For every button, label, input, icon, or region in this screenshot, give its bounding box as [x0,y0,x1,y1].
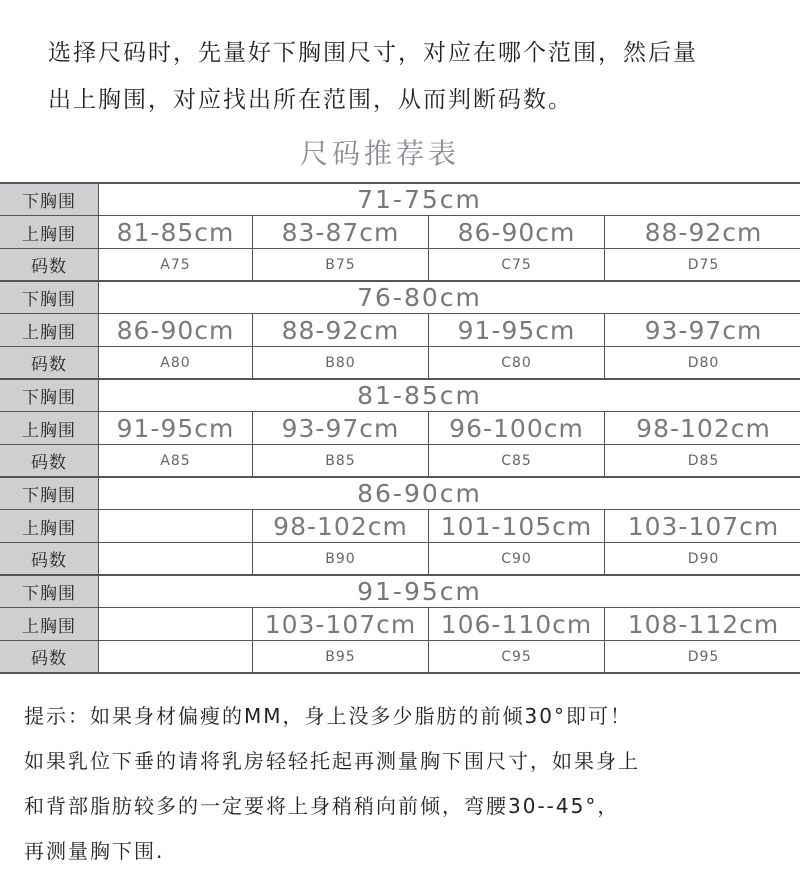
size-cell: A75 [99,249,253,280]
size-cell: B75 [253,249,429,280]
size-cell [99,543,253,574]
under-bust-range: 91-95cm [357,577,482,606]
row-label: 上胸围 [0,412,99,444]
size-cell: D85 [687,452,720,469]
measurement-notes [24,694,794,874]
over-bust-cell [99,510,253,542]
over-bust-cell [99,608,253,640]
over-bust-row [0,412,800,445]
size-cell: C80 [429,347,605,378]
over-bust-cell: 108-112cm [627,609,780,639]
size-cell: C75 [429,249,605,280]
intro-line-2: 出上胸围，对应找出所在范围，从而判断码数。 [48,87,573,113]
row-label: 下胸围 [0,478,99,509]
over-bust-cell: 106-110cm [429,608,605,640]
size-cell: B80 [253,347,429,378]
over-bust-row [0,314,800,347]
size-cell: B90 [253,543,429,574]
under-bust-row [0,478,800,510]
row-label: 下胸围 [0,282,99,313]
size-cell: D90 [687,550,720,567]
note-line-2: 如果乳位下垂的请将乳房轻轻托起再测量胸下围尺寸，如果身上 [24,749,640,773]
row-label: 码数 [0,445,99,476]
row-label: 码数 [0,249,99,280]
table-title: 尺码推荐表 [299,137,460,170]
size-cell: B95 [253,641,429,672]
size-cell [99,641,253,672]
note-line-1: 提示：如果身材偏瘦的MM，身上没多少脂肪的前倾30°即可！ [24,704,632,728]
over-bust-cell: 96-100cm [429,412,605,444]
over-bust-cell: 86-90cm [429,216,605,248]
over-bust-row [0,510,800,543]
size-cell: A85 [99,445,253,476]
row-label: 上胸围 [0,510,99,542]
size-cell: A80 [99,347,253,378]
row-label: 码数 [0,347,99,378]
row-label: 上胸围 [0,216,99,248]
under-bust-range: 81-85cm [357,381,482,410]
over-bust-cell: 91-95cm [99,412,253,444]
under-bust-range: 76-80cm [357,283,482,312]
under-bust-range: 86-90cm [357,479,482,508]
over-bust-cell: 91-95cm [429,314,605,346]
under-bust-row [0,282,800,314]
over-bust-cell: 83-87cm [253,216,429,248]
row-label: 下胸围 [0,184,99,215]
over-bust-row [0,608,800,641]
intro-text [48,30,788,124]
over-bust-cell: 98-102cm [253,510,429,542]
under-bust-row [0,576,800,608]
size-cell: D80 [687,354,720,371]
over-bust-cell: 88-92cm [644,217,763,247]
row-label: 下胸围 [0,380,99,411]
row-label: 码数 [0,641,99,672]
over-bust-cell: 93-97cm [253,412,429,444]
over-bust-cell: 81-85cm [99,216,253,248]
over-bust-cell: 86-90cm [99,314,253,346]
intro-line-1: 选择尺码时，先量好下胸围尺寸，对应在哪个范围，然后量 [48,40,698,66]
size-cell: D95 [687,648,720,665]
note-line-4: 再测量胸下围. [24,839,165,863]
note-line-3: 和背部脂肪较多的一定要将上身稍稍向前倾，弯腰30--45°， [24,794,620,818]
size-cell: C95 [429,641,605,672]
over-bust-cell: 101-105cm [429,510,605,542]
size-cell: D75 [687,256,720,273]
size-row [0,347,800,380]
size-cell: C85 [429,445,605,476]
size-cell: B85 [253,445,429,476]
under-bust-row [0,380,800,412]
over-bust-cell: 93-97cm [644,315,763,345]
over-bust-cell: 98-102cm [636,413,771,443]
row-label: 上胸围 [0,608,99,640]
over-bust-cell: 103-107cm [253,608,429,640]
size-row [0,641,800,674]
over-bust-cell: 103-107cm [627,511,780,541]
over-bust-cell: 88-92cm [253,314,429,346]
over-bust-row [0,216,800,249]
under-bust-range: 71-75cm [357,185,482,214]
size-cell: C90 [429,543,605,574]
row-label: 下胸围 [0,576,99,607]
size-row [0,445,800,478]
row-label: 码数 [0,543,99,574]
size-row [0,249,800,282]
row-label: 上胸围 [0,314,99,346]
size-chart [0,182,800,674]
size-row [0,543,800,576]
under-bust-row [0,184,800,216]
